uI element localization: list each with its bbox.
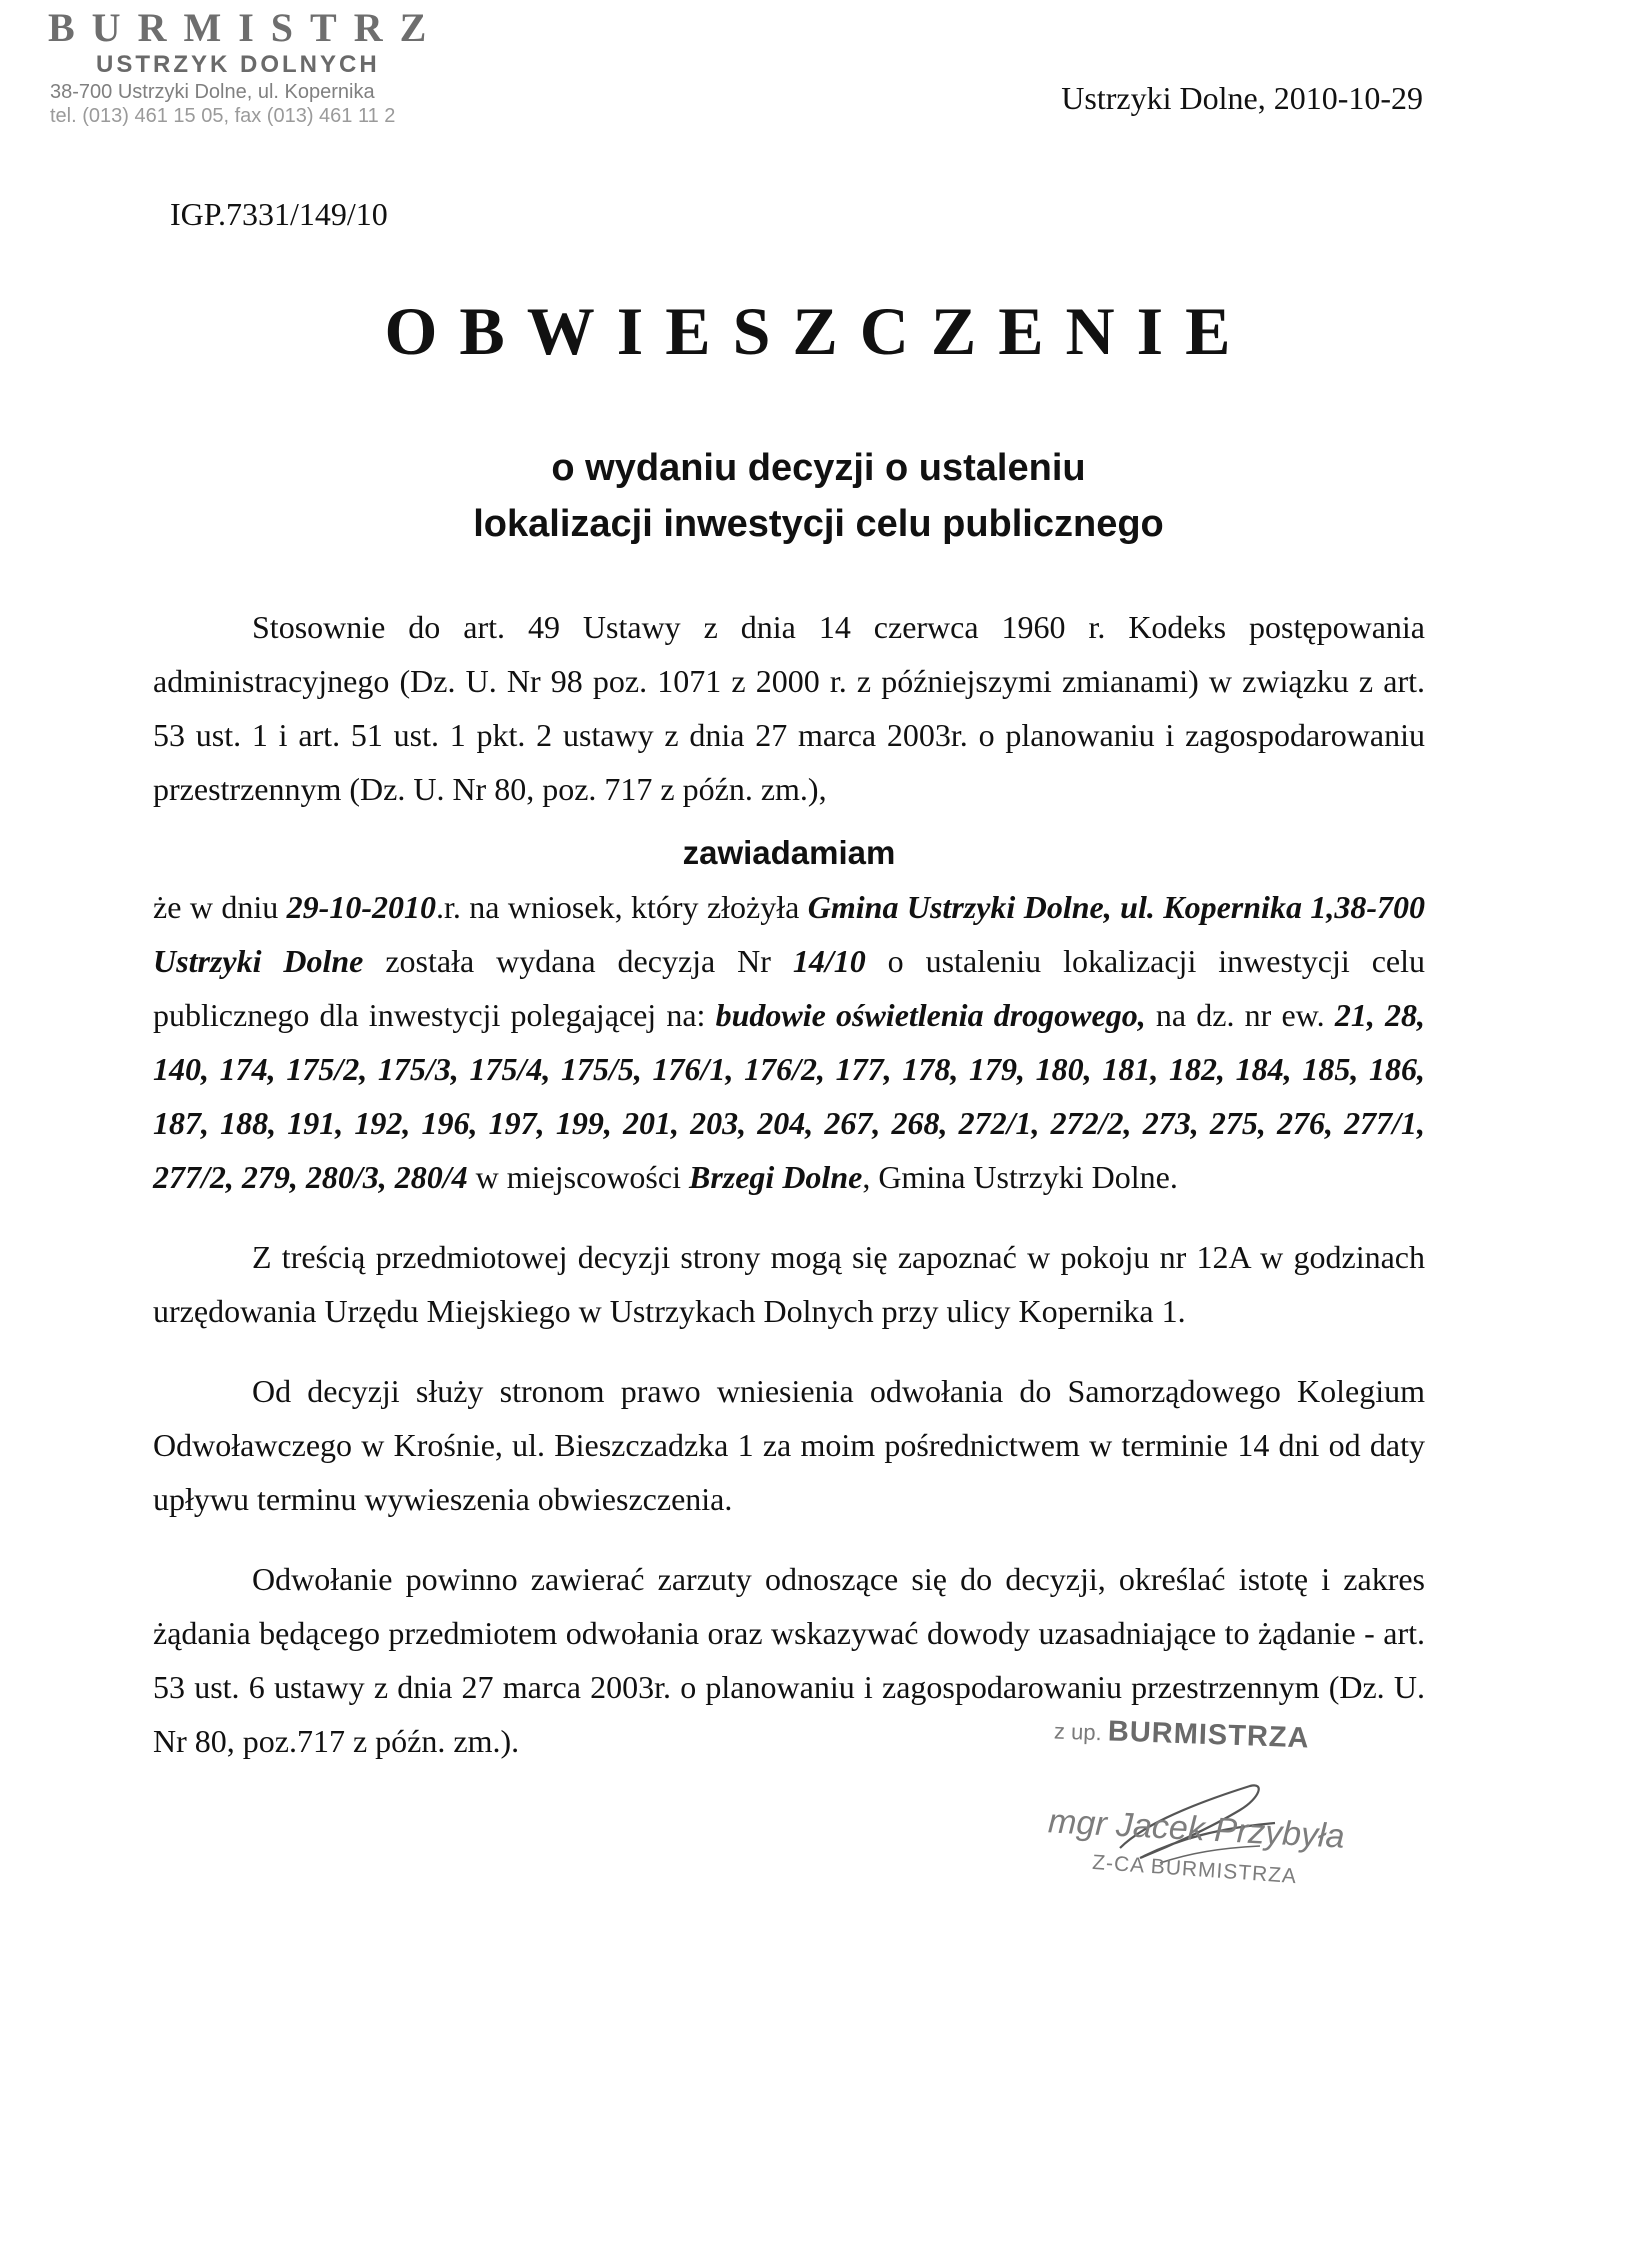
reference-number: IGP.7331/149/10 xyxy=(170,196,388,232)
stamp-address: 38-700 Ustrzyki Dolne, ul. Kopernika xyxy=(50,81,375,103)
notify-heading: zawiadamiam xyxy=(682,834,896,871)
stamp-phone: tel. (013) 461 15 05, fax (013) 461 11 2 xyxy=(50,105,396,127)
signatory-name: mgr Jacek Przybyła xyxy=(1047,1802,1346,1856)
document-subtitle xyxy=(0,440,1637,552)
office-stamp xyxy=(48,6,448,128)
stamp-title: BURMISTRZ xyxy=(48,5,444,50)
stamp-subtitle: USTRZYK DOLNYCH xyxy=(96,51,380,78)
locality: Brzegi Dolne xyxy=(688,1159,863,1195)
decision-number: 14/10 xyxy=(792,943,866,979)
document-body xyxy=(153,600,1425,1768)
appeal-content-paragraph: Odwołanie powinno zawierać zarzuty odnoszące się do decyzji, określać istotę i zakres żądania będącego przedmiotem odwołania oraz wskazywać dowody uzasadniające to żądanie - art. 53 ust. 6 ustawy z dnia 27 marca 2003r. o planowaniu i zagospodarowaniu przestrzennym (Dz. U. Nr 80, poz.717 z późn. zm.). xyxy=(153,1561,1425,1759)
parcel-list: 21, 28, 140, 174, 175/2, 175/3, 175/4, 175/5, 176/1, 176/2, 177, 178, 179, 180, 181, 182, 184, 185, 186, 187, 188, 191, 192, 196, 197, 199, 201, 203, 204, 267, 268, 272/1, 272/2, 273, 275, 276, 277/1, 277/2, 279, 280/3, 280/4 xyxy=(153,997,1426,1195)
access-paragraph: Z treścią przedmiotowej decyzji strony mogą się zapoznać w pokoju nr 12A w godzinach urzędowania Urzędu Miejskiego w Ustrzykach Dolnych przy ulicy Kopernika 1. xyxy=(153,1239,1425,1329)
investment-name: budowie oświetlenia drogowego, xyxy=(715,997,1146,1033)
appeal-paragraph: Od decyzji służy stronom prawo wniesienia odwołania do Samorządowego Kolegium Odwoławczego w Krośnie, ul. Bieszczadzka 1 za moim pośrednictwem w terminie 14 dni od daty upływu terminu wywieszenia obwieszczenia. xyxy=(153,1373,1425,1517)
signature-block xyxy=(1040,1715,1400,1889)
signatory-role: Z-CA BURMISTRZA xyxy=(1091,1850,1298,1889)
intro-paragraph: Stosownie do art. 49 Ustawy z dnia 14 czerwca 1960 r. Kodeks postępowania administracyjnego (Dz. U. Nr 98 poz. 1071 z 2000 r. z późniejszymi zmianami) w związku z art. 53 ust. 1 i art. 51 ust. 1 pkt. 2 ustawy z dnia 27 marca 2003r. o planowaniu i zagospodarowaniu przestrzennym (Dz. U. Nr 80, poz. 717 z późn. zm.), xyxy=(153,609,1425,807)
signature-authority: z up. BURMISTRZA xyxy=(1053,1715,1311,1755)
subtitle-line: lokalizacji inwestycji celu publicznego xyxy=(473,503,1164,545)
applicant: Gmina Ustrzyki Dolne, ul. Kopernika 1,38-700 Ustrzyki Dolne xyxy=(153,889,1426,979)
document-date: Ustrzyki Dolne, 2010-10-29 xyxy=(1061,80,1423,116)
decision-paragraph: że w dniu 29-10-2010.r. na wniosek, który złożyła Gmina Ustrzyki Dolne, ul. Kopernika 1,38-700 Ustrzyki Dolne została wydana decyzja Nr 14/10 o ustaleniu lokalizacji inwestycji celu publicznego dla inwestycji polegającej na: budowie oświetlenia drogowego, na dz. nr ew. 21, 28, 140, 174, 175/2, 175/3, 175/4, 175/5, 176/1, 176/2, 177, 178, 179, 180, 181, 182, 184, 185, 186, 187, 188, 191, 192, 196, 197, 199, 201, 203, 204, 267, 268, 272/1, 272/2, 273, 275, 276, 277/1, 277/2, 279, 280/3, 280/4 w miejscowości Brzegi Dolne, Gmina Ustrzyki Dolne. xyxy=(153,889,1426,1195)
subtitle-line: o wydaniu decyzji o ustaleniu xyxy=(551,447,1086,489)
decision-date: 29-10-2010 xyxy=(286,889,436,925)
document-title: OBWIESZCZENIE xyxy=(384,293,1253,369)
